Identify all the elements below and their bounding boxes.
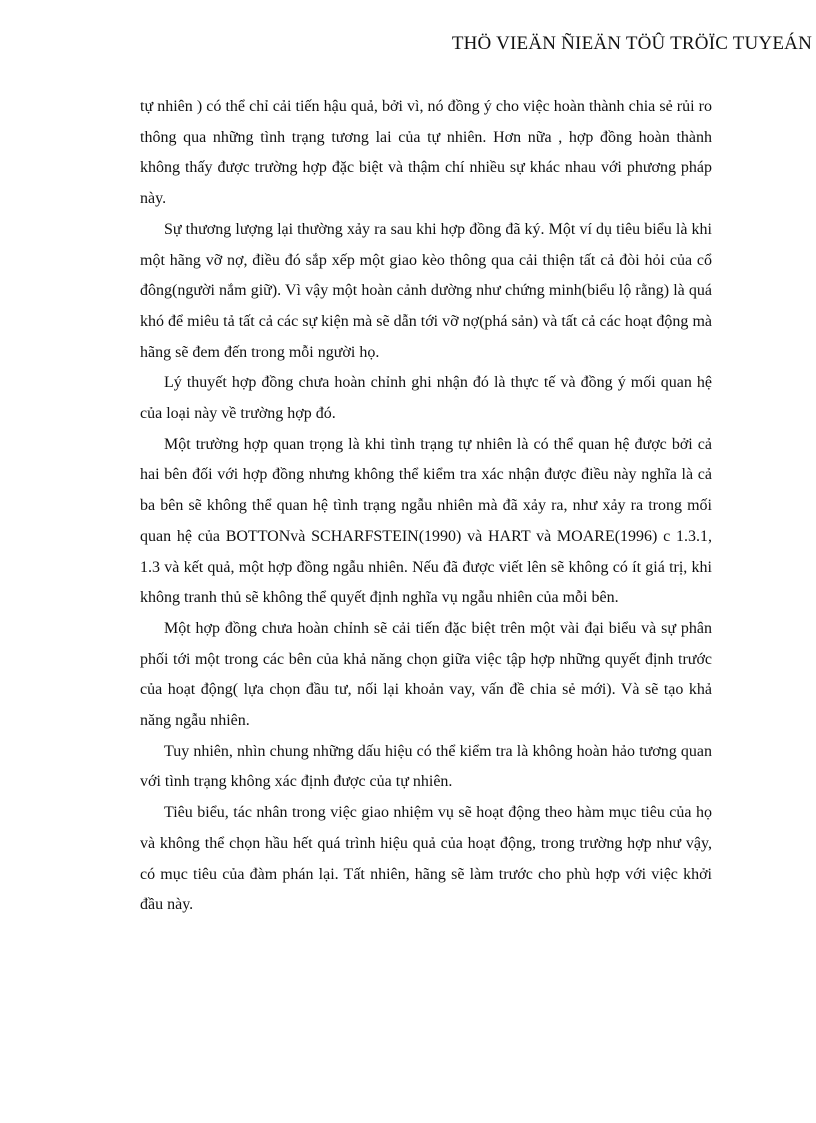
paragraph-important-case: Một trường hợp quan trọng là khi tình trạng tự nhiên là có thể quan hệ được bởi cả hai bên đối với hợp đồng nhưng không thể kiểm tra xác nhận được điều này nghĩa là cả ba bên sẽ không thể quan hệ tình trạng ngẫu nhiên mà đã xảy ra, như xảy ra trong mối quan hệ của BOTTONvà SCHARFSTEIN(1990) và HART và MOARE(1996) c 1.3.1, 1.3 và kết quả, một hợp đồng ngẫu nhiên. Nếu đã được viết lên sẽ không có ít giá trị, khi không tranh thủ sẽ không thể quyết định nghĩa vụ ngẫu nhiên của mỗi bên. — [140, 435, 712, 607]
running-header: THÖ VIEÄN ÑIEÄN TÖÛ TRÖÏC TUYEÁN — [451, 33, 812, 54]
paragraph-continuation: tự nhiên ) có thể chỉ cải tiến hậu quả, bởi vì, nó đồng ý cho việc hoàn thành chia sẻ rủi ro thông qua những tình trạng tương lai của tự nhiên. Hơn nữa , hợp đồng hoàn thành không thấy được trường hợp đặc biệt và thậm chí nhiều sự khác nhau với phương pháp này. — [140, 98, 712, 208]
paragraph-agents: Tiêu biểu, tác nhân trong việc giao nhiệm vụ sẽ hoạt động theo hàm mục tiêu của họ và không thể chọn hầu hết quá trình hiệu quả của hoạt động, trong trường hợp như vậy, có mục tiêu của đàm phán lại. Tất nhiên, hãng sẽ làm trước cho phù hợp với việc khởi đầu này. — [140, 804, 712, 914]
paragraph-incomplete-contract-improvement: Một hợp đồng chưa hoàn chỉnh sẽ cải tiến đặc biệt trên một vài đại biểu và sự phân phối tới một trong các bên của khả năng chọn giữa việc tập hợp những quyết định trước của hoạt động( lựa chọn đầu tư, nối lại khoản vay, vấn đề chia sẻ mới). Và sẽ tạo khả năng ngẫu nhiên. — [140, 619, 712, 730]
body-text — [140, 92, 712, 921]
paragraph-renegotiation: Sự thương lượng lại thường xảy ra sau khi hợp đồng đã ký. Một ví dụ tiêu biểu là khi một hãng vỡ nợ, điều đó sắp xếp một giao kèo thông qua cải thiện tất cả đòi hỏi của cổ đông(người nắm giữ). Vì vậy một hoàn cảnh dường như chứng minh(biểu lộ rằng) là quá khó để miêu tả tất cả các sự kiện mà sẽ dẫn tới vỡ nợ(phá sản) và tất cả các hoạt động mà hãng sẽ đem đến trong mỗi người họ. — [140, 220, 712, 361]
paragraph-incomplete-contract-theory: Lý thuyết hợp đồng chưa hoàn chỉnh ghi nhận đó là thực tế và đồng ý mối quan hệ của loại này về trường hợp đó. — [140, 374, 712, 423]
paragraph-signals: Tuy nhiên, nhìn chung những dấu hiệu có thể kiểm tra là không hoàn hảo tương quan với tình trạng không xác định được của tự nhiên. — [140, 742, 712, 791]
